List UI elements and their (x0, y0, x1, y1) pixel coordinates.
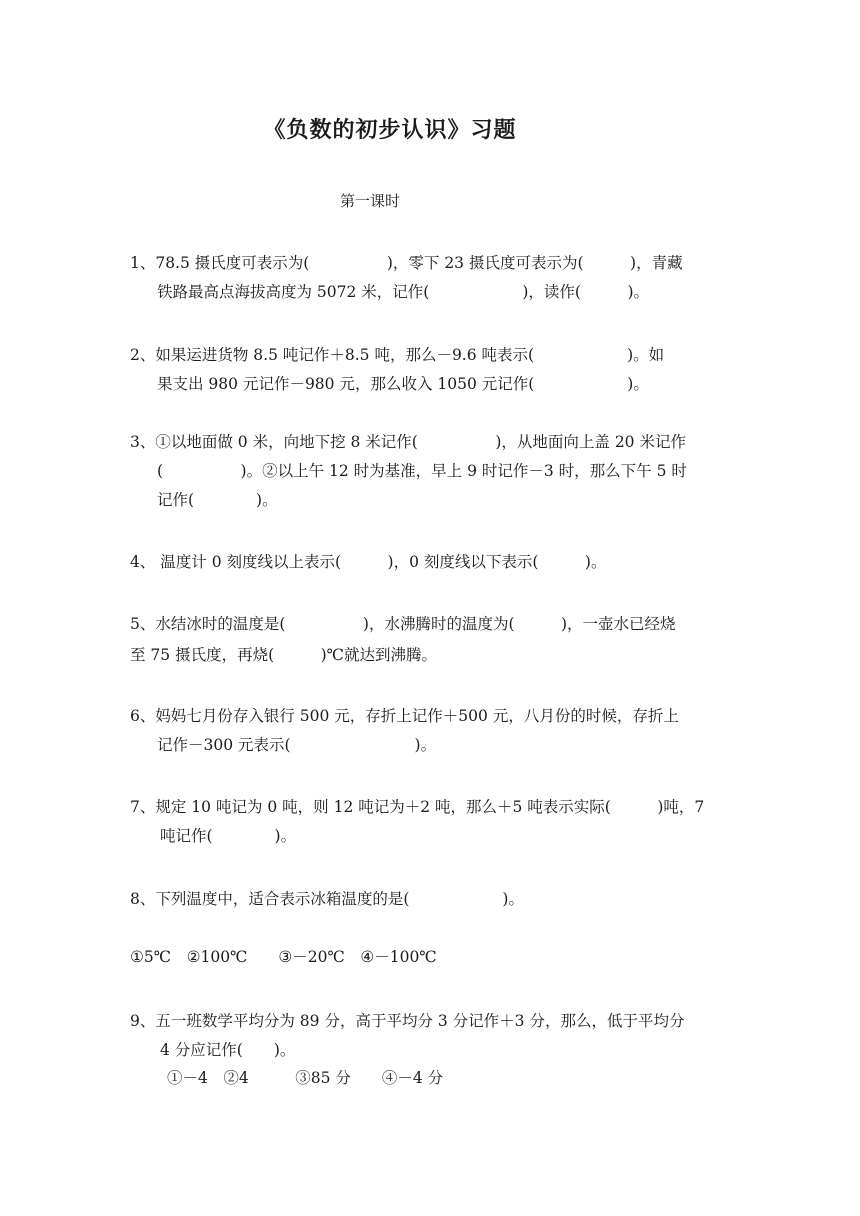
question-1-line-2: 铁路最高点海拔高度为 5072 米，记作( )，读作( )。 (157, 283, 649, 301)
question-8-line-1: 8、下列温度中，适合表示冰箱温度的是( )。 (130, 890, 524, 908)
question-5-line-1: 5、水结冰时的温度是( )，水沸腾时的温度为( )，一壶水已经烧 (130, 615, 676, 633)
question-9-line-2: 4 分应记作( )。 (160, 1041, 296, 1059)
question-6-line-1: 6、妈妈七月份存入银行 500 元，存折上记作＋500 元，八月份的时候，存折上 (130, 707, 679, 725)
page-title: 《负数的初步认识》习题 (263, 117, 517, 143)
lesson-subtitle: 第一课时 (340, 192, 401, 210)
question-7-line-2: 吨记作( )。 (160, 827, 297, 845)
question-1-line-1: 1、78.5 摄氏度可表示为( )，零下 23 摄氏度可表示为( )，青藏 (130, 254, 683, 272)
question-8-options: ①5℃ ②100℃ ③－20℃ ④－100℃ (130, 948, 437, 966)
question-3-line-3: 记作( )。 (157, 491, 278, 509)
question-5-line-2: 至 75 摄氏度，再烧( )℃就达到沸腾。 (130, 646, 438, 664)
question-9-options: ①－4 ②4 ③85 分 ④－4 分 (167, 1069, 444, 1087)
question-2-line-2: 果支出 980 元记作－980 元，那么收入 1050 元记作( )。 (157, 375, 649, 393)
question-6-line-2: 记作－300 元表示( )。 (157, 736, 437, 754)
question-3-line-1: 3、①以地面做 0 米，向地下挖 8 米记作( )，从地面向上盖 20 米记作 (130, 433, 686, 451)
question-4-line-1: 4、 温度计 0 刻度线以上表示( )，0 刻度线以下表示( )。 (130, 553, 607, 571)
question-7-line-1: 7、规定 10 吨记为 0 吨，则 12 吨记为＋2 吨，那么＋5 吨表示实际( )吨，7 (130, 798, 705, 816)
question-9-line-1: 9、五一班数学平均分为 89 分，高于平均分 3 分记作＋3 分，那么，低于平均分 (130, 1012, 685, 1030)
question-3-line-2: ( )。②以上午 12 时为基准，早上 9 时记作－3 时，那么下午 5 时 (157, 462, 687, 480)
question-2-line-1: 2、如果运进货物 8.5 吨记作＋8.5 吨，那么－9.6 吨表示( )。如 (130, 346, 665, 364)
